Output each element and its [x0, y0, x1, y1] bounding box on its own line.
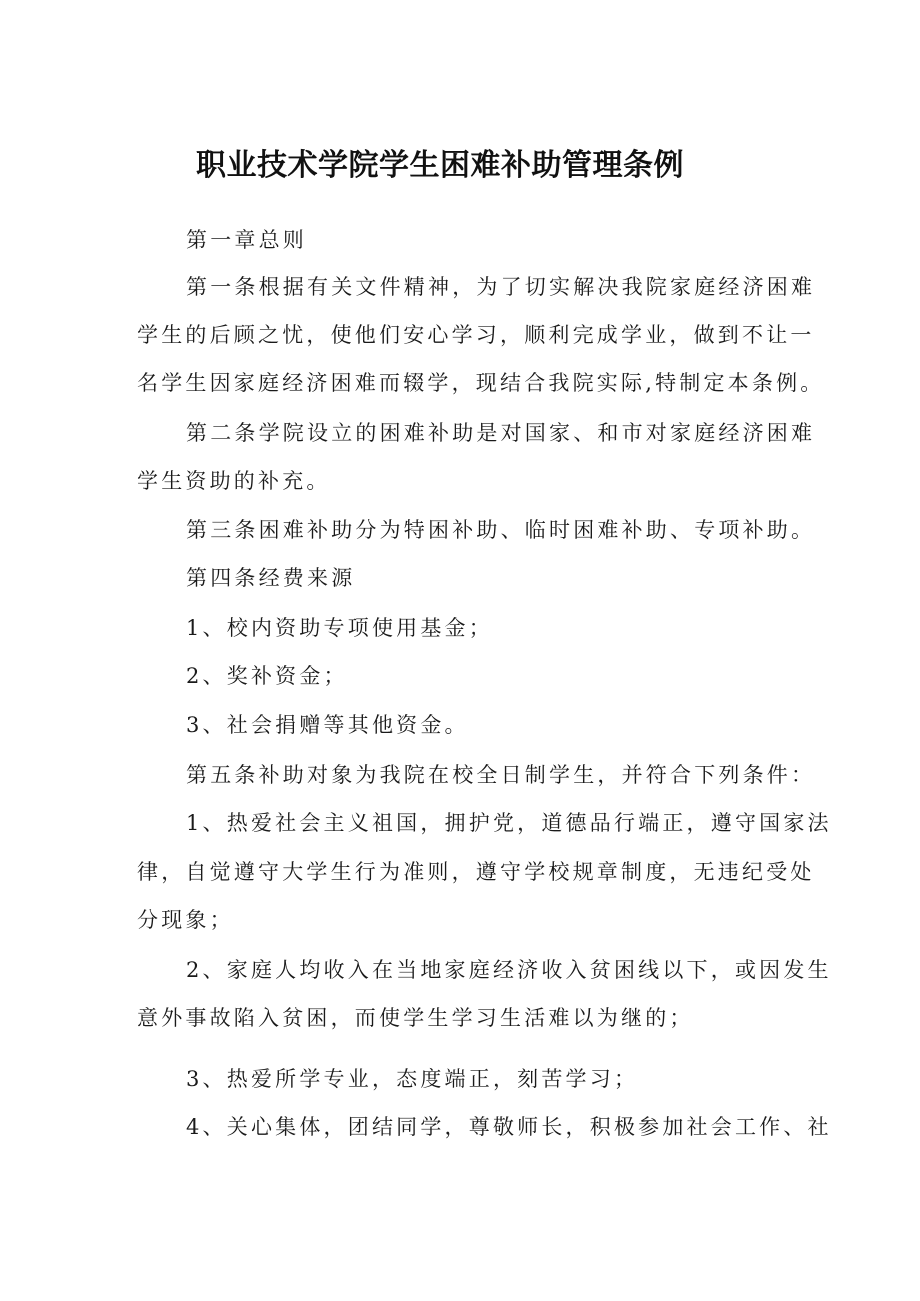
article-5-item-1-line-2: 律，自觉遵守大学生行为准则，遵守学校规章制度，无违纪受处	[137, 860, 815, 884]
article-4-item-1: 1、校内资助专项使用基金；	[186, 616, 493, 640]
document-title: 职业技术学院学生困难补助管理条例	[196, 148, 684, 183]
article-5-item-2-line-2: 意外事故陷入贫困，而使学生学习生活难以为继的；	[137, 1006, 694, 1030]
article-5-item-4-line-1: 4、关心集体，团结同学，尊敬师长，积极参加社会工作、社	[186, 1115, 832, 1139]
article-5-item-1-line-3: 分现象；	[137, 908, 234, 932]
article-4-item-3: 3、社会捐赠等其他资金。	[186, 713, 469, 737]
article-1-line-1: 第一条根据有关文件精神，为了切实解决我院家庭经济困难	[186, 275, 816, 299]
article-2-line-2: 学生资助的补充。	[137, 469, 331, 493]
article-4: 第四条经费来源	[186, 566, 356, 590]
article-5-item-2-line-1: 2、家庭人均收入在当地家庭经济收入贫困线以下，或因发生	[186, 958, 832, 982]
chapter-heading: 第一章总则	[186, 228, 307, 252]
article-1-line-2: 学生的后顾之忧，使他们安心学习，顺利完成学业，做到不让一	[137, 323, 815, 347]
article-1-line-3: 名学生因家庭经济困难而辍学，现结合我院实际,特制定本条例。	[137, 371, 825, 395]
article-5: 第五条补助对象为我院在校全日制学生，并符合下列条件：	[186, 763, 816, 787]
article-5-item-3: 3、热爱所学专业，态度端正，刻苦学习；	[186, 1067, 639, 1091]
article-2-line-1: 第二条学院设立的困难补助是对国家、和市对家庭经济困难	[186, 421, 816, 445]
article-5-item-1-line-1: 1、热爱社会主义祖国，拥护党，道德品行端正，遵守国家法	[186, 811, 832, 835]
article-3: 第三条困难补助分为特困补助、临时困难补助、专项补助。	[186, 518, 816, 542]
article-4-item-2: 2、奖补资金；	[186, 664, 348, 688]
